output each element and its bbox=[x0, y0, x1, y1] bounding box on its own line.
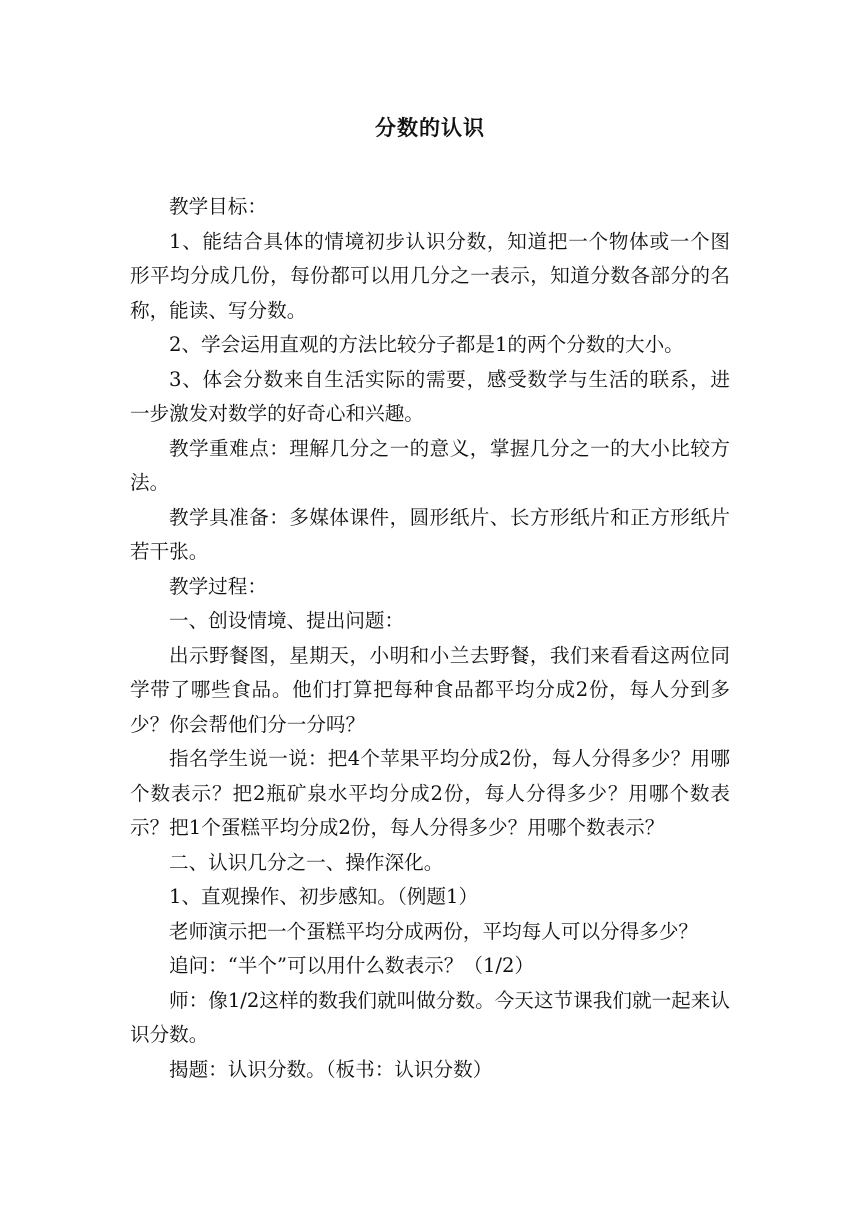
document-title: 分数的认识 bbox=[375, 116, 485, 140]
paragraph: 一、创设情境、提出问题： bbox=[169, 609, 405, 632]
paragraph: 2、学会运用直观的方法比较分子都是1的两个分数的大小。 bbox=[169, 333, 684, 356]
paragraph: 3、体会分数来自生活实际的需要，感受数学与生活的联系，进一步激发对数学的好奇心和兴趣。 bbox=[130, 367, 730, 425]
paragraph: 教学具准备：多媒体课件，圆形纸片、长方形纸片和正方形纸片若干张。 bbox=[130, 505, 730, 563]
paragraph: 教学过程： bbox=[169, 574, 267, 598]
paragraph: 老师演示把一个蛋糕平均分成两份，平均每人可以分得多少？ bbox=[169, 919, 699, 943]
paragraph: 师：像1/2这样的数我们就叫做分数。今天这节课我们就一起来认识分数。 bbox=[130, 988, 730, 1046]
paragraph: 出示野餐图，星期天，小明和小兰去野餐，我们来看看这两位同学带了哪些食品。他们打算把每种食品都平均分成2份，每人分到多少？你会帮他们分一分吗？ bbox=[130, 643, 730, 736]
paragraph: 二、认识几分之一、操作深化。 bbox=[169, 850, 444, 874]
document-body bbox=[130, 190, 730, 1087]
paragraph: 教学目标： bbox=[169, 195, 267, 218]
paragraph: 指名学生说一说：把4个苹果平均分成2份，每人分得多少？用哪个数表示？把2瓶矿泉水平均分成2份，每人分得多少？用哪个数表示？把1个蛋糕平均分成2份，每人分得多少？用哪个数表示？ bbox=[130, 747, 730, 839]
paragraph: 教学重难点：理解几分之一的意义，掌握几分之一的大小比较方法。 bbox=[130, 436, 730, 494]
paragraph: 1、直观操作、初步感知。（例题1） bbox=[169, 885, 479, 908]
paragraph: 追问：“半个”可以用什么数表示？（1/2） bbox=[169, 954, 535, 977]
paragraph: 揭题：认识分数。（板书：认识分数） bbox=[169, 1057, 493, 1081]
paragraph: 1、能结合具体的情境初步认识分数，知道把一个物体或一个图形平均分成几份，每份都可以用几分之一表示，知道分数各部分的名称，能读、写分数。 bbox=[130, 229, 730, 322]
